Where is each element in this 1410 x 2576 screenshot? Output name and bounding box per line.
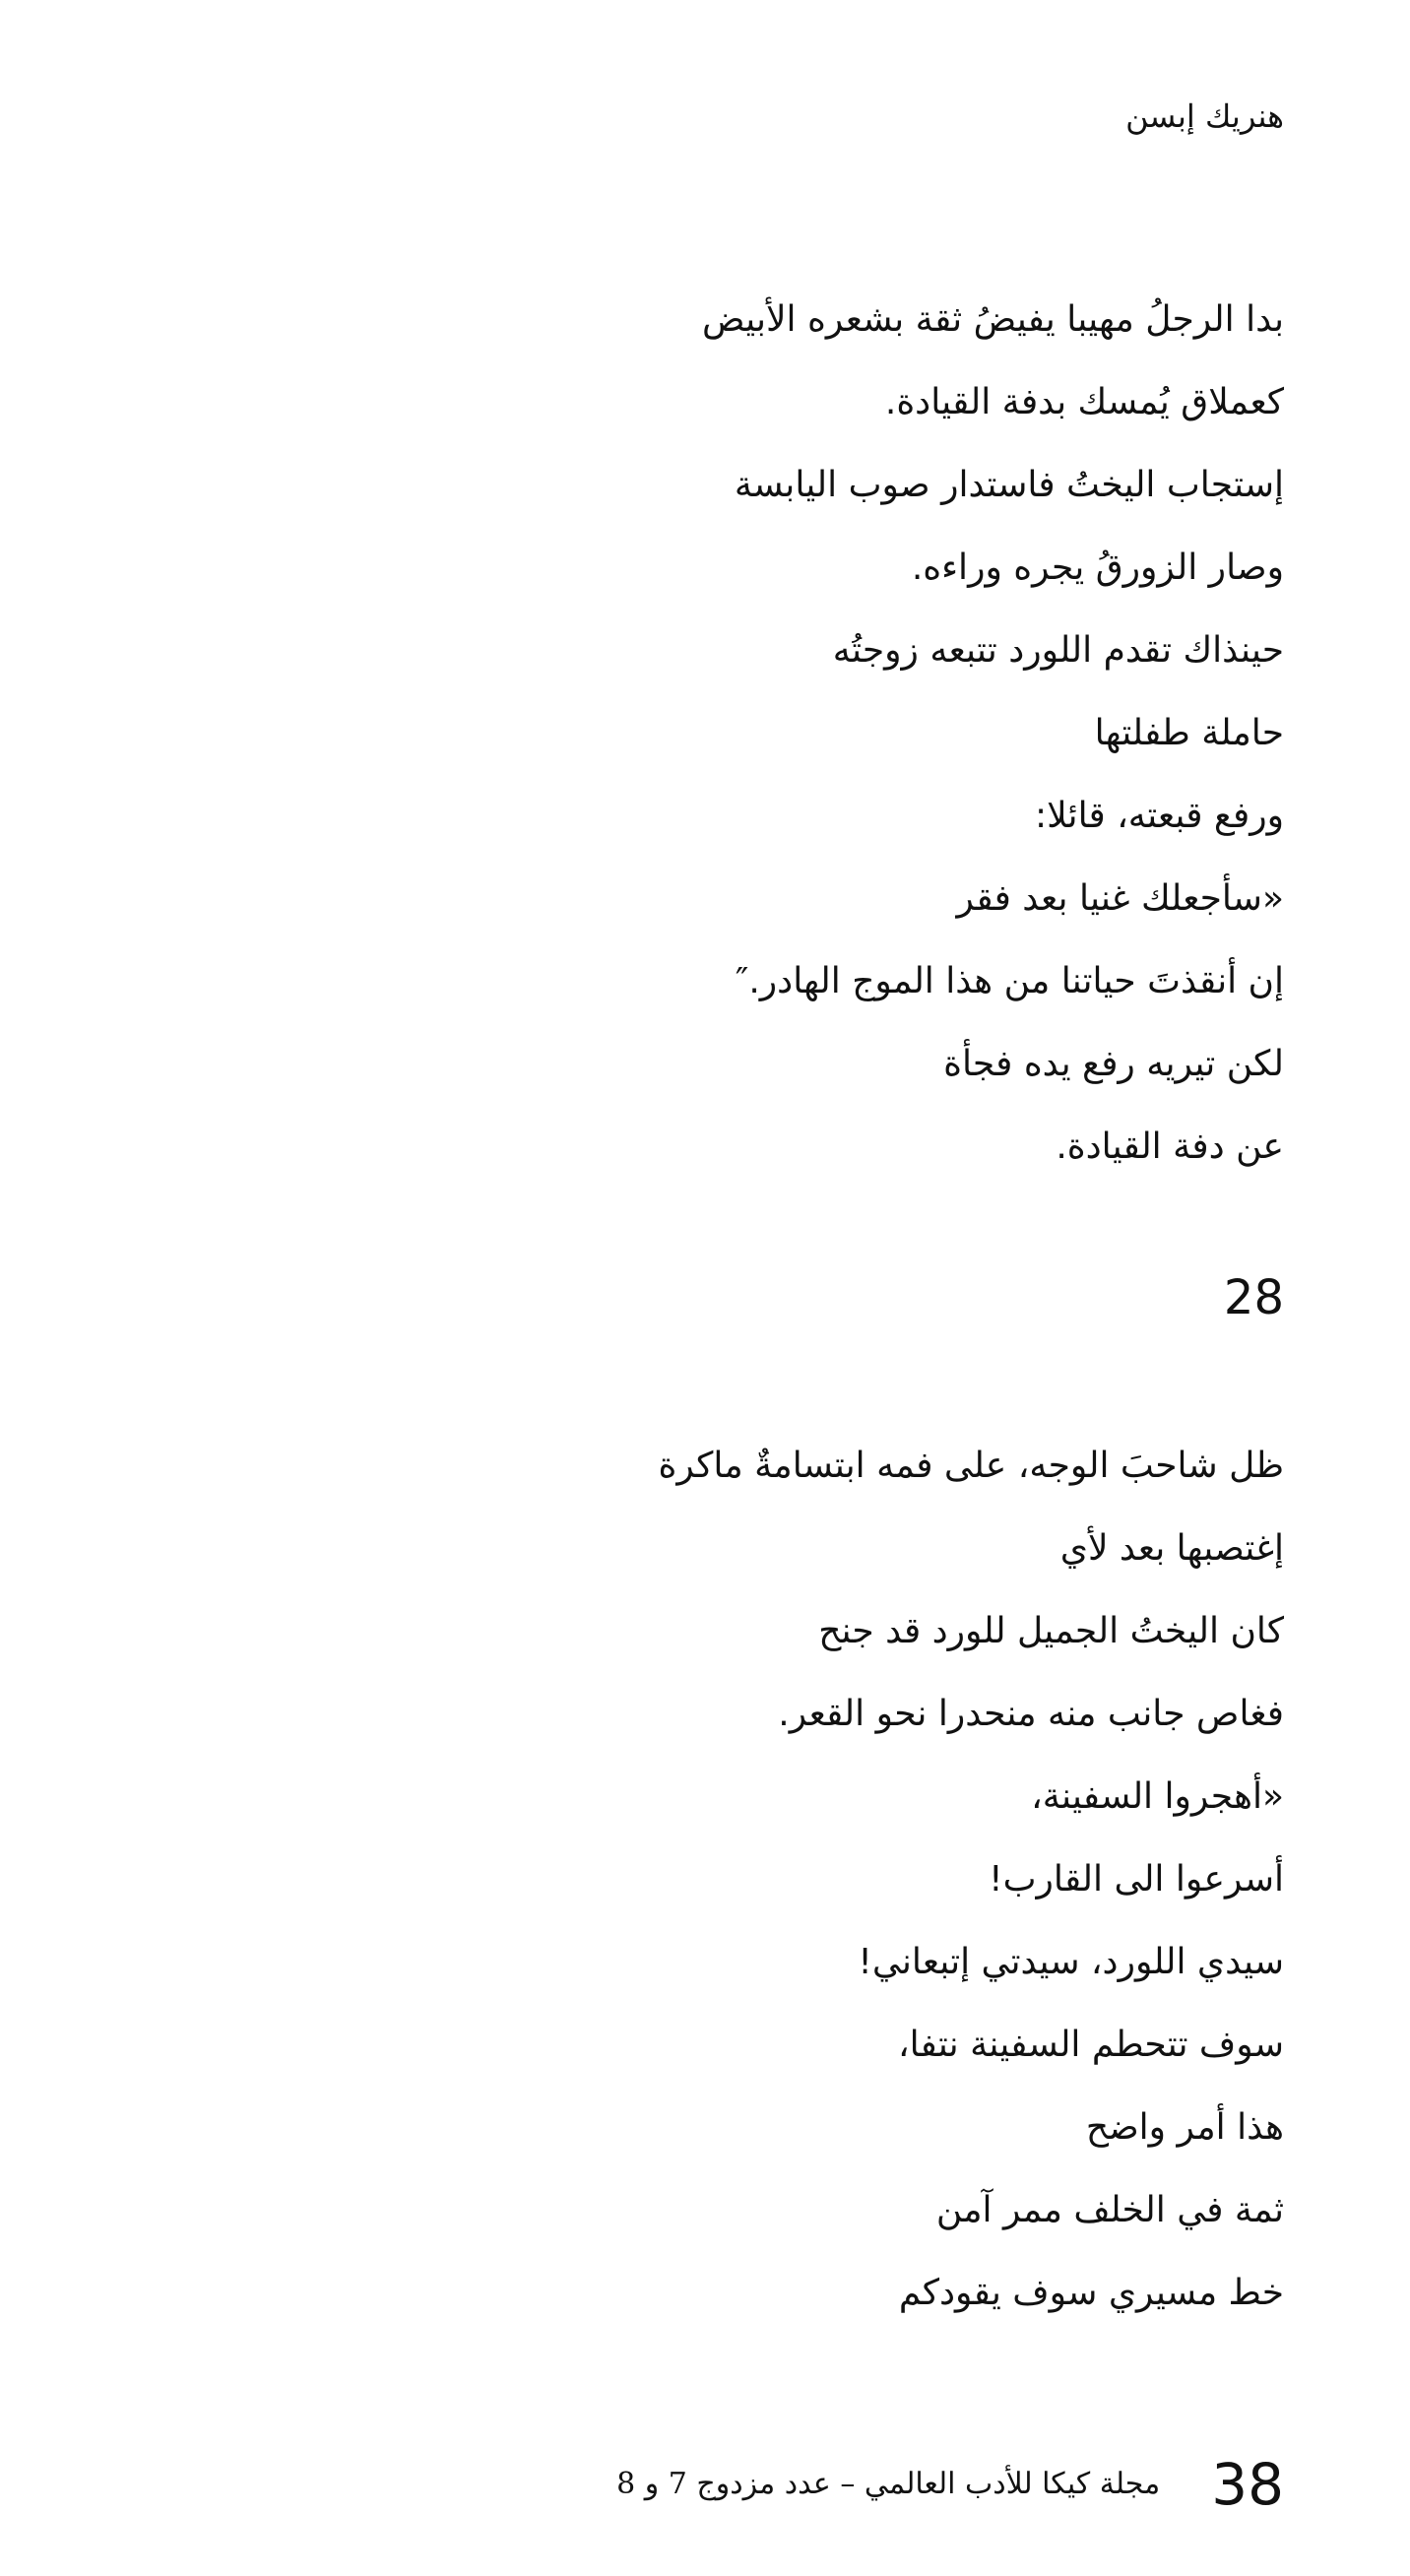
poem-stanza-2	[339, 1425, 1284, 2335]
poem-line: حينذاك تقدم اللورد تتبعه زوجتُه	[832, 630, 1284, 671]
poem-line: إستجاب اليختُ فاستدار صوب اليابسة	[734, 465, 1284, 505]
poem-line: ثمة في الخلف ممر آمن	[935, 2190, 1284, 2230]
poem-line: خط مسيري سوف يقودكم	[898, 2273, 1284, 2313]
poem-stanza-1	[339, 279, 1284, 1189]
poem-line: ظل شاحبَ الوجه، على فمه ابتسامةٌ ماكرة	[658, 1446, 1284, 1486]
poem-line: إغتصبها بعد لأي	[1059, 1528, 1284, 1569]
page-footer	[616, 2450, 1284, 2519]
poem-line: وصار الزورقُ يجره وراءه.	[911, 547, 1284, 588]
poem-line: «سأجعلك غنيا بعد فقر	[956, 878, 1284, 919]
poem-line: إن أنقذتَ حياتنا من هذا الموج الهادر.″	[735, 961, 1284, 1001]
poem-line: كان اليختُ الجميل للورد قد جنح	[818, 1611, 1284, 1651]
poem-line: كعملاق يُمسك بدفة القيادة.	[884, 382, 1284, 422]
poem-line: عن دفة القيادة.	[1056, 1127, 1284, 1167]
poem-line: هذا أمر واضح	[1085, 2107, 1284, 2148]
page-number: 38	[1211, 2451, 1284, 2518]
poem-line: أسرعوا الى القارب!	[989, 1859, 1284, 1900]
poem-line: ورفع قبعته، قائلا:	[1034, 796, 1284, 836]
poem-line: بدا الرجلُ مهيبا يفيضُ ثقة بشعره الأبيض	[702, 299, 1284, 340]
section-number: 28	[1223, 1270, 1284, 1325]
poem-line: لكن تيريه رفع يده فجأة	[943, 1044, 1284, 1084]
poem-line: فغاص جانب منه منحدرا نحو القعر.	[778, 1694, 1284, 1734]
running-header-author: هنريك إبسن	[1125, 97, 1284, 135]
poem-line: «أهجروا السفينة،	[1031, 1776, 1284, 1817]
poem-line: سوف تتحطم السفينة نتفا،	[897, 2025, 1284, 2065]
poem-line: سيدي اللورد، سيدتي إتبعاني!	[858, 1942, 1284, 1982]
journal-title: مجلة كيكا للأدب العالمي – عدد مزدوج 7 و 8	[616, 2467, 1161, 2501]
poem-line: حاملة طفلتها	[1094, 713, 1284, 753]
